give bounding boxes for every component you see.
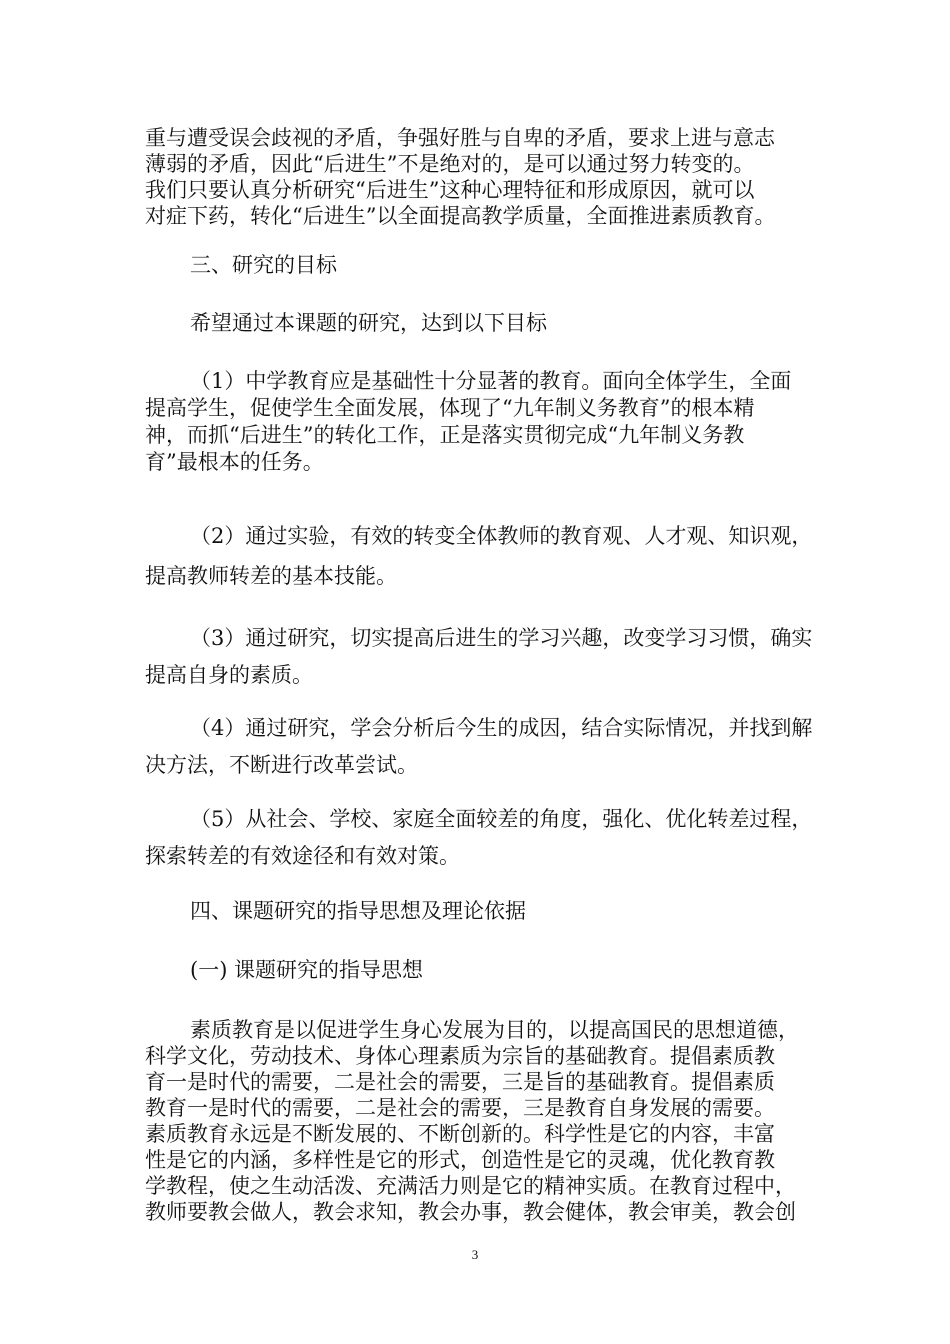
paragraph-line: （2）通过实验，有效的转变全体教师的教育观、人才观、知识观， bbox=[190, 524, 813, 548]
paragraph-line: 育”最根本的任务。 bbox=[145, 450, 324, 474]
paragraph-line: 神，而抓“后进生”的转化工作，正是落实贯彻完成“九年制义务教 bbox=[145, 423, 745, 447]
paragraph-line: 探索转差的有效途径和有效对策。 bbox=[145, 844, 460, 868]
paragraph-line: 提高自身的素质。 bbox=[145, 663, 313, 687]
paragraph-line: （4）通过研究，学会分析后今生的成因，结合实际情况，并找到解 bbox=[190, 716, 813, 740]
paragraph-line: 我们只要认真分析研究“后进生”这种心理特征和形成原因，就可以 bbox=[145, 178, 755, 202]
paragraph-line: 育一是时代的需要，二是社会的需要，三是旨的基础教育。提倡素质 bbox=[145, 1070, 775, 1094]
paragraph-line: 对症下药，转化“后进生”以全面提高教学质量，全面推进素质教育。 bbox=[145, 204, 776, 228]
paragraph-line: 教师要教会做人，教会求知，教会办事，教会健体，教会审美，教会创 bbox=[145, 1200, 796, 1224]
paragraph-line: 希望通过本课题的研究，达到以下目标 bbox=[190, 311, 547, 335]
paragraph-line: 提高教师转差的基本技能。 bbox=[145, 564, 397, 588]
paragraph-line: 科学文化，劳动技术、身体心理素质为宗旨的基础教育。提倡素质教 bbox=[145, 1044, 775, 1068]
paragraph-line: 学教程，使之生动活泼、充满活力则是它的精神实质。在教育过程中， bbox=[145, 1174, 796, 1198]
paragraph-line: 重与遭受误会歧视的矛盾，争强好胜与自卑的矛盾，要求上进与意志 bbox=[145, 126, 775, 150]
paragraph-line: 三、研究的目标 bbox=[190, 253, 337, 277]
paragraph-line: 性是它的内涵，多样性是它的形式，创造性是它的灵魂，优化教育教 bbox=[145, 1148, 775, 1172]
paragraph-line: (一) 课题研究的指导思想 bbox=[190, 958, 424, 982]
paragraph-line: 提高学生，促使学生全面发展，体现了“九年制义务教育”的根本精 bbox=[145, 396, 755, 420]
paragraph-line: （3）通过研究，切实提高后进生的学习兴趣，改变学习习惯，确实 bbox=[190, 626, 813, 650]
paragraph-line: （5）从社会、学校、家庭全面较差的角度，强化、优化转差过程， bbox=[190, 807, 813, 831]
paragraph-line: 素质教育永远是不断发展的、不断创新的。科学性是它的内容，丰富 bbox=[145, 1122, 775, 1146]
paragraph-line: 薄弱的矛盾，因此“后进生”不是绝对的，是可以通过努力转变的。 bbox=[145, 152, 755, 176]
page-number: 3 bbox=[471, 1247, 479, 1262]
paragraph-line: 决方法，不断进行改革尝试。 bbox=[145, 753, 418, 777]
paragraph-line: 四、课题研究的指导思想及理论依据 bbox=[190, 899, 526, 923]
paragraph-line: 素质教育是以促进学生身心发展为目的，以提高国民的思想道德， bbox=[190, 1018, 799, 1042]
paragraph-line: （1）中学教育应是基础性十分显著的教育。面向全体学生，全面 bbox=[190, 369, 792, 393]
paragraph-line: 教育一是时代的需要，二是社会的需要，三是教育自身发展的需要。 bbox=[145, 1096, 775, 1120]
